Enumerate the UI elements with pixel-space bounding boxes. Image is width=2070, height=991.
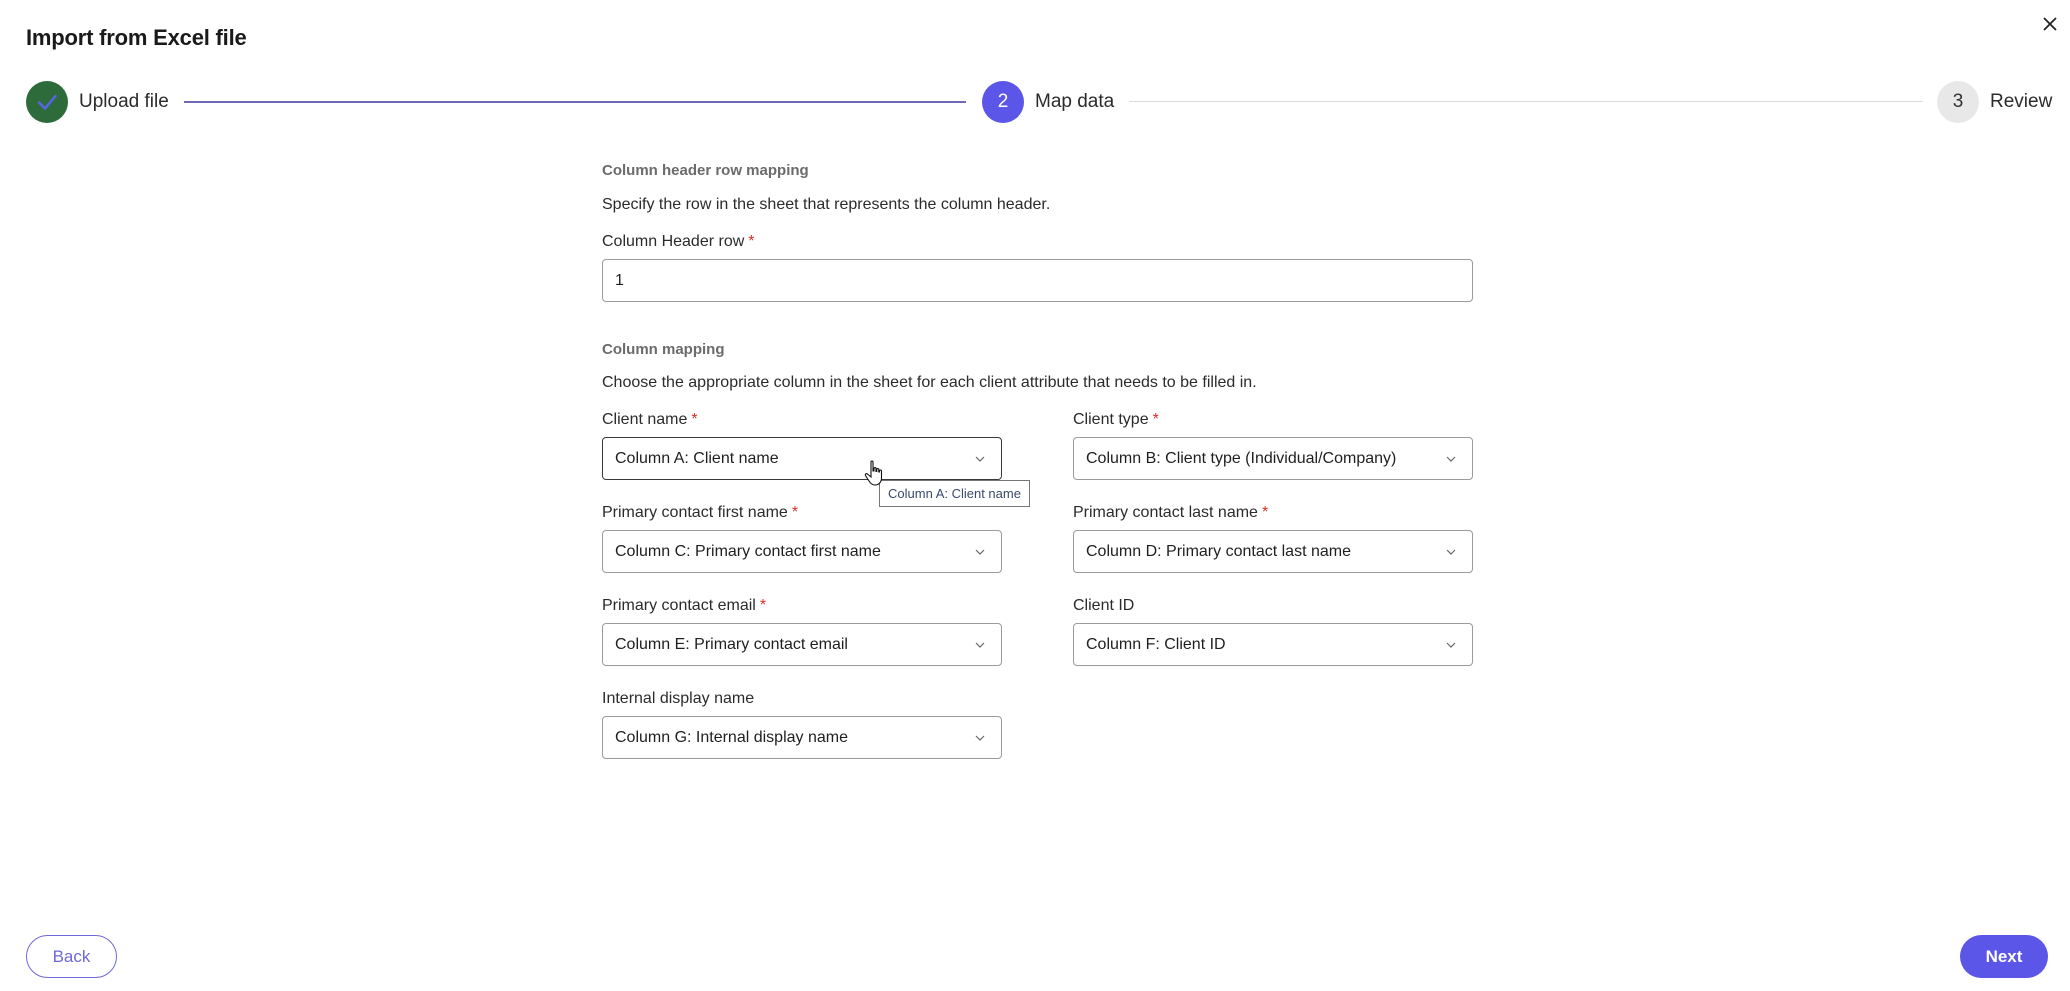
chevron-down-icon [973,638,987,652]
required-mark: * [1152,411,1159,428]
label-text: Internal display name [602,690,755,707]
hand-cursor-icon [864,460,886,488]
chevron-down-icon [973,545,987,559]
primary-contact-first-name-label [602,504,798,522]
step-connector-2 [1129,101,1923,102]
client-id-select[interactable] [1073,623,1473,666]
primary-contact-email-select[interactable] [602,623,1002,666]
input-value: 1 [615,271,624,289]
back-button[interactable]: Back [26,935,117,978]
primary-contact-email-label [602,597,766,615]
column-mapping-help: Choose the appropriate column in the sheet for each client attribute that needs to be filled in. [602,374,1257,391]
select-value: Column G: Internal display name [615,728,848,746]
client-type-label [1073,411,1159,429]
required-mark: * [691,411,698,428]
client-name-label [602,411,698,429]
client-type-select[interactable] [1073,437,1473,480]
label-text: Primary contact email [602,597,756,614]
required-mark: * [791,504,799,521]
chevron-down-icon [1444,545,1458,559]
dialog-title: Import from Excel file [26,25,247,50]
required-mark: * [748,233,755,250]
internal-display-name-label [602,690,754,708]
step-review-label: Review [1990,91,2053,112]
primary-contact-last-name-select[interactable] [1073,530,1473,573]
select-value: Column E: Primary contact email [615,635,848,653]
select-value: Column B: Client type (Individual/Company) [1086,449,1397,467]
chevron-down-icon [973,452,987,466]
close-button[interactable] [2038,12,2062,36]
column-header-row-label [602,233,755,251]
label-text: Client name [602,411,688,428]
step-map-data-circle: 2 [982,81,1024,123]
header-row-section-title: Column header row mapping [602,162,809,179]
label-text: Primary contact last name [1073,504,1258,521]
label-text: Primary contact first name [602,504,788,521]
label-text: Client ID [1073,597,1135,614]
primary-contact-first-name-select[interactable] [602,530,1002,573]
close-icon [2038,12,2062,36]
chevron-down-icon [1444,638,1458,652]
check-icon [35,90,59,114]
step-connector-1 [184,101,966,103]
step-review-circle: 3 [1937,81,1979,123]
client-name-select[interactable] [602,437,1002,480]
stepper [26,81,2053,123]
select-value: Column F: Client ID [1086,635,1226,653]
tooltip: Column A: Client name [879,480,1030,507]
step-upload-file-circle [26,81,68,123]
label-text: Client type [1073,411,1149,428]
select-value: Column A: Client name [615,449,779,467]
label-text: Column Header row [602,233,745,250]
select-value: Column C: Primary contact first name [615,542,881,560]
step-map-data-label: Map data [1035,91,1115,112]
primary-contact-last-name-label [1073,504,1268,522]
header-row-help: Specify the row in the sheet that represents the column header. [602,196,1051,213]
chevron-down-icon [1444,452,1458,466]
chevron-down-icon [973,731,987,745]
required-mark: * [759,597,767,614]
column-mapping-section-title: Column mapping [602,341,725,358]
step-upload-file-label: Upload file [79,91,169,112]
internal-display-name-select[interactable] [602,716,1002,759]
column-header-row-input[interactable] [602,259,1473,302]
select-value: Column D: Primary contact last name [1086,542,1351,560]
next-button[interactable]: Next [1960,935,2048,978]
client-id-label [1073,597,1134,615]
required-mark: * [1261,504,1269,521]
